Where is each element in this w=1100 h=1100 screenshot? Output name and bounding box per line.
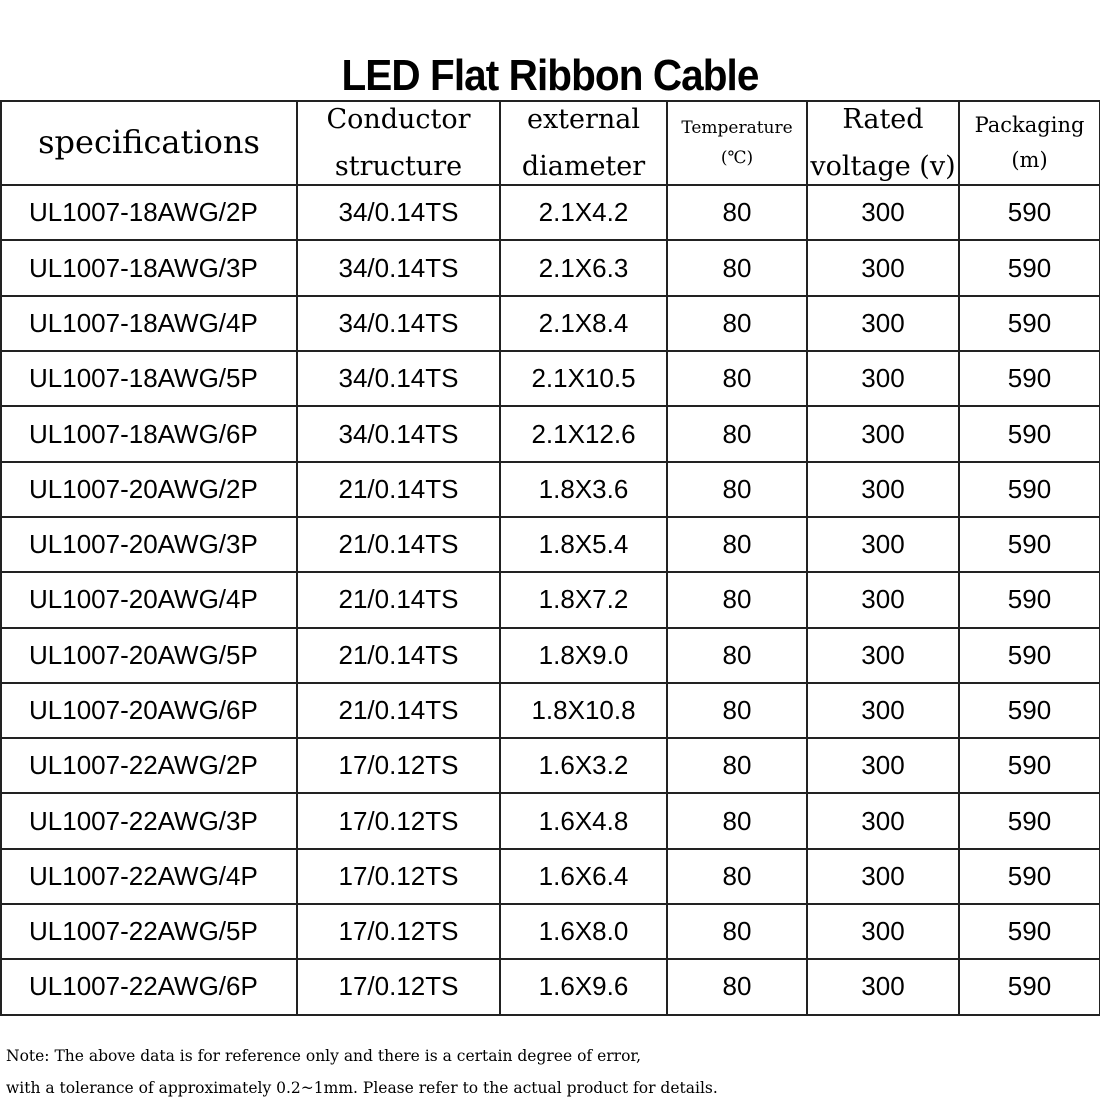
cell-packaging: 590 [959,406,1100,461]
cell-rated-voltage: 300 [807,628,959,683]
cell-temperature: 80 [667,904,807,959]
cell-packaging: 590 [959,738,1100,793]
table-row [1,296,1100,351]
cell-conductor-structure: 17/0.12TS [297,793,500,848]
cell-temperature: 80 [667,793,807,848]
cell-specification: UL1007-18AWG/6P [1,406,297,461]
cell-external-diameter: 1.8X3.6 [500,462,667,517]
cell-external-diameter: 1.6X3.2 [500,738,667,793]
cell-external-diameter: 1.6X8.0 [500,904,667,959]
cell-specification: UL1007-20AWG/2P [1,462,297,517]
cell-temperature: 80 [667,628,807,683]
cell-packaging: 590 [959,793,1100,848]
cell-specification: UL1007-22AWG/4P [1,849,297,904]
cell-external-diameter: 1.6X4.8 [500,793,667,848]
header-row [1,101,1100,185]
cell-conductor-structure: 21/0.14TS [297,517,500,572]
cell-packaging: 590 [959,240,1100,295]
note-line-2: with a tolerance of approximately 0.2~1mm. Please refer to the actual product for details. [6,1079,718,1097]
cell-conductor-structure: 34/0.14TS [297,296,500,351]
cell-rated-voltage: 300 [807,185,959,240]
header-label: (℃) [720,148,754,169]
cell-packaging: 590 [959,517,1100,572]
cell-temperature: 80 [667,462,807,517]
table-row [1,406,1100,461]
cell-packaging: 590 [959,185,1100,240]
cell-specification: UL1007-18AWG/5P [1,351,297,406]
header-specifications [1,101,297,185]
cell-temperature: 80 [667,849,807,904]
header-packaging [959,101,1100,185]
header-label: diameter [521,151,646,183]
table-row [1,351,1100,406]
cell-specification: UL1007-22AWG/3P [1,793,297,848]
cell-temperature: 80 [667,406,807,461]
cell-specification: UL1007-20AWG/4P [1,572,297,627]
cell-rated-voltage: 300 [807,572,959,627]
cell-temperature: 80 [667,240,807,295]
cell-specification: UL1007-18AWG/2P [1,185,297,240]
cell-packaging: 590 [959,849,1100,904]
cell-specification: UL1007-22AWG/5P [1,904,297,959]
table-row [1,793,1100,848]
note-line-1: Note: The above data is for reference only and there is a certain degree of error, [6,1047,642,1065]
cell-rated-voltage: 300 [807,240,959,295]
header-label: Rated [842,104,924,135]
cell-external-diameter: 2.1X10.5 [500,351,667,406]
header-rated-voltage [807,101,959,185]
cell-rated-voltage: 300 [807,406,959,461]
table-row [1,959,1100,1014]
cell-rated-voltage: 300 [807,793,959,848]
table-row [1,849,1100,904]
cell-conductor-structure: 34/0.14TS [297,406,500,461]
cell-packaging: 590 [959,572,1100,627]
cell-conductor-structure: 21/0.14TS [297,462,500,517]
cell-rated-voltage: 300 [807,351,959,406]
cell-external-diameter: 1.8X7.2 [500,572,667,627]
cell-specification: UL1007-22AWG/6P [1,959,297,1014]
cell-packaging: 590 [959,462,1100,517]
table-row [1,628,1100,683]
cell-external-diameter: 1.6X6.4 [500,849,667,904]
cell-temperature: 80 [667,185,807,240]
cell-specification: UL1007-20AWG/6P [1,683,297,738]
cell-temperature: 80 [667,683,807,738]
cell-conductor-structure: 34/0.14TS [297,240,500,295]
table-row [1,517,1100,572]
cell-external-diameter: 1.6X9.6 [500,959,667,1014]
header-label: specifications [38,123,260,162]
cell-specification: UL1007-18AWG/3P [1,240,297,295]
cell-external-diameter: 2.1X4.2 [500,185,667,240]
cell-rated-voltage: 300 [807,296,959,351]
table-row [1,240,1100,295]
cell-temperature: 80 [667,517,807,572]
cell-rated-voltage: 300 [807,904,959,959]
cell-temperature: 80 [667,959,807,1014]
cell-external-diameter: 2.1X8.4 [500,296,667,351]
header-label: structure [334,151,463,183]
header-conductor-structure [297,101,500,185]
cell-conductor-structure: 17/0.12TS [297,904,500,959]
cell-packaging: 590 [959,296,1100,351]
table-row [1,904,1100,959]
cell-conductor-structure: 17/0.12TS [297,959,500,1014]
cell-specification: UL1007-20AWG/5P [1,628,297,683]
header-label: Conductor [326,104,471,135]
cell-packaging: 590 [959,351,1100,406]
cell-conductor-structure: 17/0.12TS [297,849,500,904]
cell-packaging: 590 [959,959,1100,1014]
cell-specification: UL1007-20AWG/3P [1,517,297,572]
cell-rated-voltage: 300 [807,738,959,793]
cell-packaging: 590 [959,904,1100,959]
header-temperature [667,101,807,185]
cell-temperature: 80 [667,572,807,627]
cell-rated-voltage: 300 [807,683,959,738]
cell-rated-voltage: 300 [807,462,959,517]
cell-temperature: 80 [667,296,807,351]
cell-external-diameter: 1.8X5.4 [500,517,667,572]
cell-specification: UL1007-18AWG/4P [1,296,297,351]
cell-temperature: 80 [667,351,807,406]
spec-table [0,100,1100,1016]
header-label: voltage (v) [810,151,956,183]
page-title: LED Flat Ribbon Cable [341,51,759,101]
cell-packaging: 590 [959,683,1100,738]
header-label: external [526,104,641,135]
cell-external-diameter: 2.1X12.6 [500,406,667,461]
header-label: Packaging [974,112,1085,137]
cell-temperature: 80 [667,738,807,793]
table-row [1,185,1100,240]
cell-conductor-structure: 34/0.14TS [297,185,500,240]
cell-packaging: 590 [959,628,1100,683]
cell-conductor-structure: 21/0.14TS [297,683,500,738]
cell-external-diameter: 1.8X10.8 [500,683,667,738]
header-external-diameter [500,101,667,185]
cell-external-diameter: 2.1X6.3 [500,240,667,295]
header-label: (m) [1011,148,1048,173]
cell-conductor-structure: 21/0.14TS [297,572,500,627]
cell-rated-voltage: 300 [807,959,959,1014]
cell-conductor-structure: 21/0.14TS [297,628,500,683]
cell-rated-voltage: 300 [807,517,959,572]
header-label: Temperature [681,118,793,138]
cell-specification: UL1007-22AWG/2P [1,738,297,793]
spec-table-body [1,185,1100,1014]
table-row [1,683,1100,738]
table-row [1,572,1100,627]
cell-conductor-structure: 17/0.12TS [297,738,500,793]
cell-conductor-structure: 34/0.14TS [297,351,500,406]
cell-external-diameter: 1.8X9.0 [500,628,667,683]
table-row [1,738,1100,793]
table-row [1,462,1100,517]
cell-rated-voltage: 300 [807,849,959,904]
